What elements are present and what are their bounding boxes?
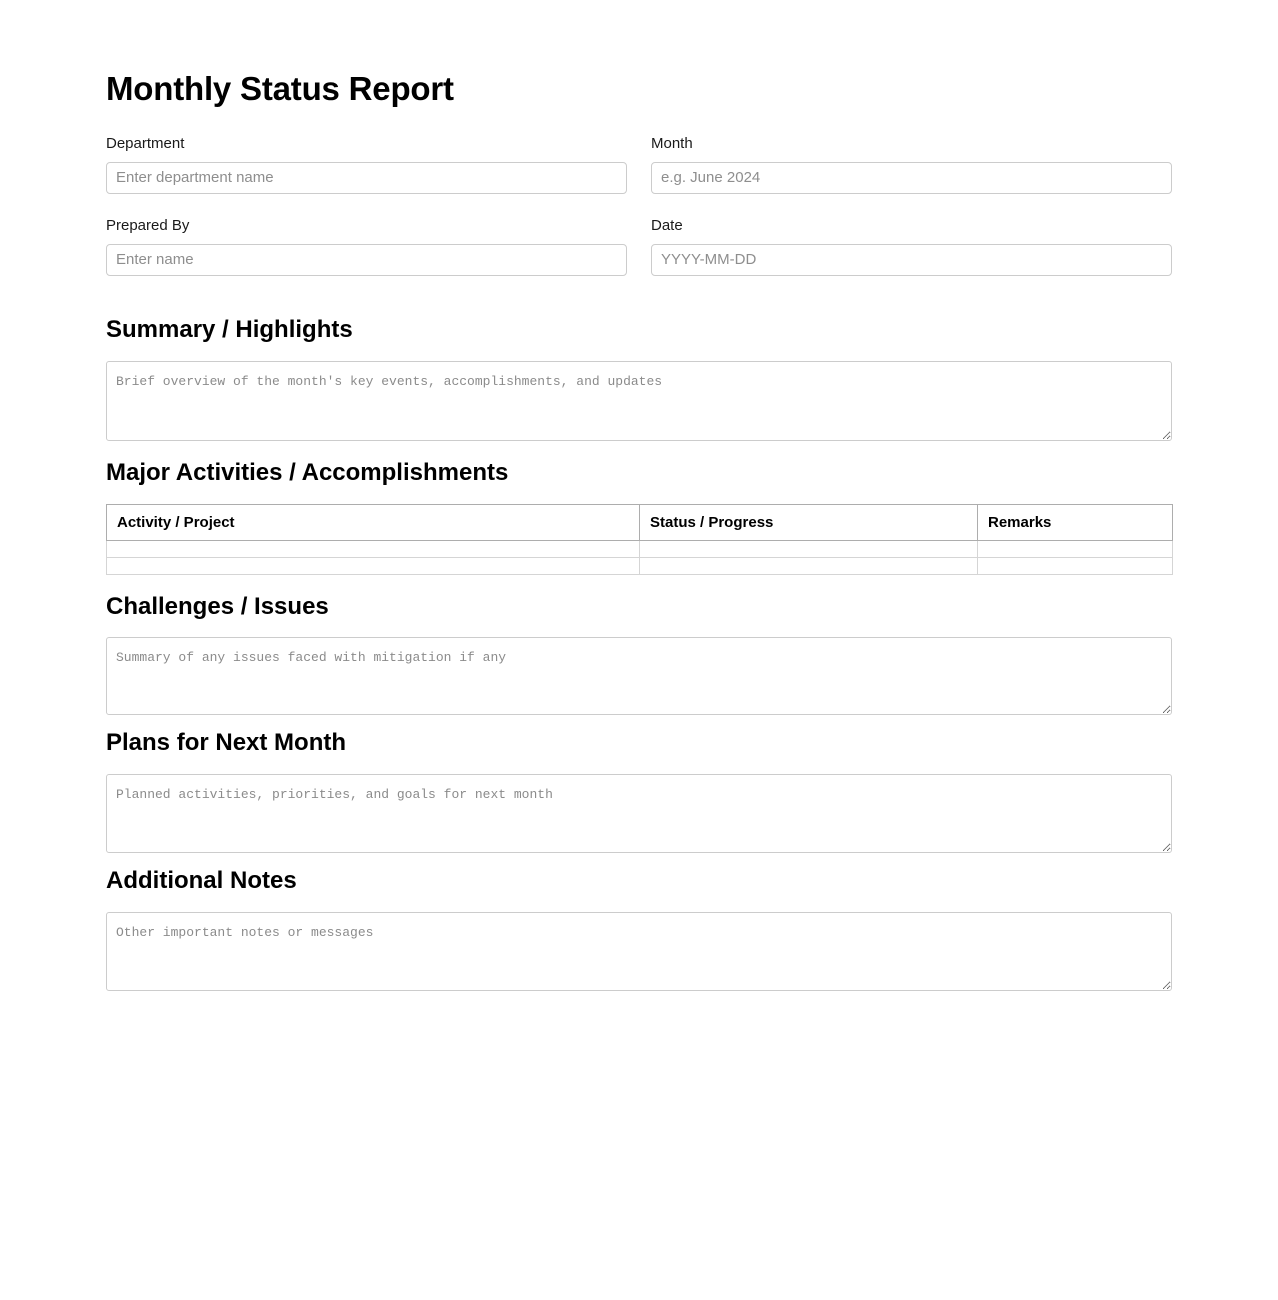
column-header-status: Status / Progress — [640, 504, 978, 540]
notes-textarea[interactable] — [106, 912, 1172, 991]
summary-heading: Summary / Highlights — [106, 315, 353, 343]
column-header-activity: Activity / Project — [107, 504, 640, 540]
cell-activity[interactable] — [107, 557, 640, 574]
column-header-remarks: Remarks — [978, 504, 1173, 540]
cell-activity[interactable] — [107, 540, 640, 557]
cell-status[interactable] — [640, 540, 978, 557]
summary-textarea[interactable] — [106, 361, 1172, 441]
notes-heading: Additional Notes — [106, 867, 297, 895]
date-label: Date — [651, 216, 683, 234]
prepared-by-label: Prepared By — [106, 216, 190, 234]
activities-heading: Major Activities / Accomplishments — [106, 458, 509, 486]
prepared-by-input[interactable] — [106, 244, 627, 276]
month-label: Month — [651, 134, 693, 152]
plans-heading: Plans for Next Month — [106, 729, 347, 757]
activities-table — [106, 504, 1173, 575]
department-input[interactable] — [106, 162, 627, 194]
table-row[interactable] — [107, 557, 1173, 574]
page-bottom-whitespace — [106, 991, 1172, 1271]
challenges-heading: Challenges / Issues — [106, 592, 329, 620]
field-department — [106, 134, 627, 194]
field-date — [651, 216, 1172, 276]
page-title: Monthly Status Report — [106, 70, 454, 107]
department-label: Department — [106, 134, 185, 152]
table-header-row — [107, 504, 1173, 540]
table-row[interactable] — [107, 540, 1173, 557]
challenges-textarea[interactable] — [106, 637, 1172, 715]
plans-textarea[interactable] — [106, 774, 1172, 853]
header-fields-grid — [106, 134, 1172, 298]
cell-remarks[interactable] — [978, 557, 1173, 574]
field-prepared-by — [106, 216, 627, 276]
cell-status[interactable] — [640, 557, 978, 574]
date-input[interactable] — [651, 244, 1172, 276]
field-month — [651, 134, 1172, 194]
cell-remarks[interactable] — [978, 540, 1173, 557]
month-input[interactable] — [651, 162, 1172, 194]
